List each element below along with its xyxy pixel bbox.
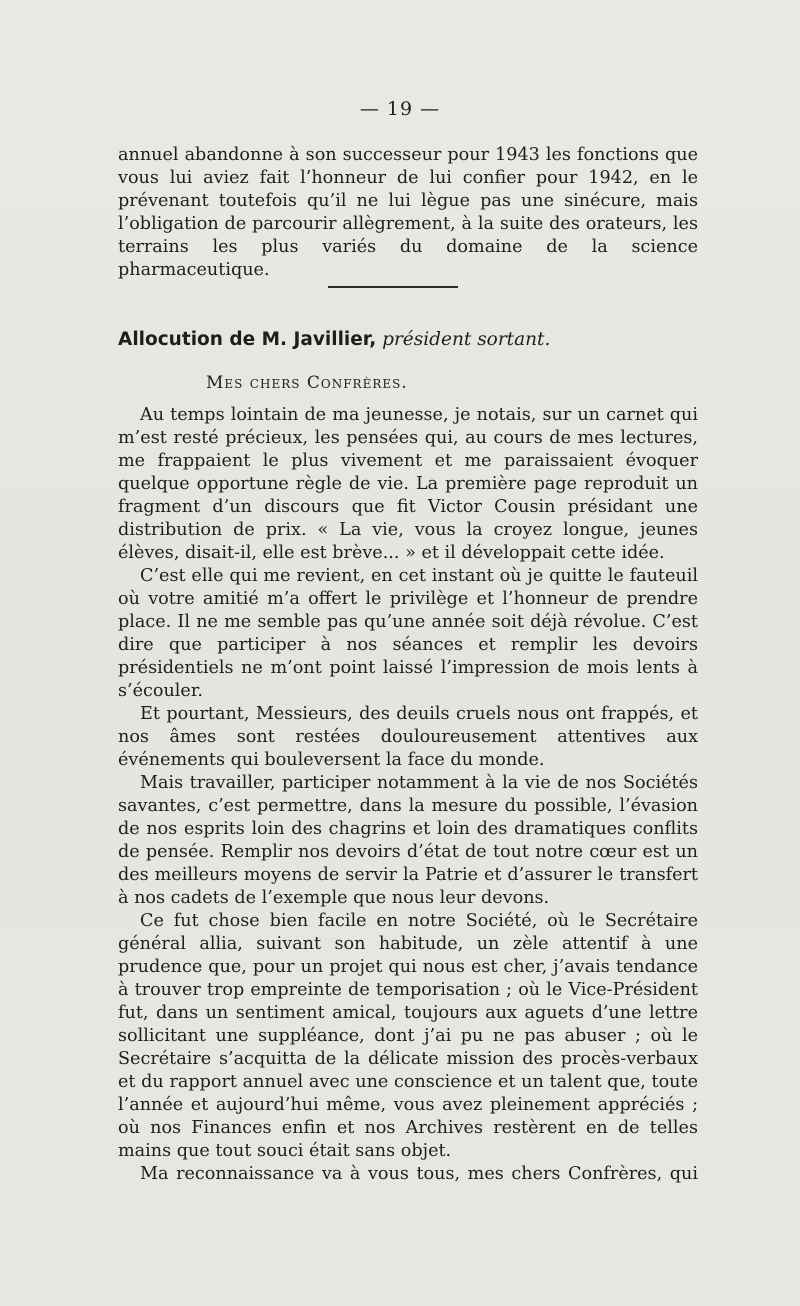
body-paragraph: Au temps lointain de ma jeunesse, je notais, sur un carnet qui m’est resté précieux, les pensées qui, au cours de mes lectures, me frappaient le plus vivement et me paraissaient évoquer quelque opportune règle de vie. La première page reproduit un fragment d’un discours que fit Victor Cousin présidant une distribution de prix. « La vie, vous la croyez longue, jeunes élèves, disait-il, elle est brève... » et il développait cette idée.	[118, 405, 698, 563]
body-paragraph: Mais travailler, participer notamment à la vie de nos Sociétés savantes, c’est permettre, dans la mesure du possible, l’évasion de nos esprits loin des chagrins et loin des dramatiques conflits de pensée. Remplir nos devoirs d’état de tout notre cœur est un des meilleurs moyens de servir la Patrie et d’assurer le transfert à nos cadets de l’exemple que nous leur devons.	[118, 773, 698, 908]
body-paragraph: Et pourtant, Messieurs, des deuils cruels nous ont frappés, et nos âmes sont restées douloureusement attentives aux événements qui bouleversent la face du monde.	[118, 704, 698, 770]
intro-block	[118, 144, 698, 282]
salutation: Mes chers Confrères.	[206, 373, 408, 393]
body-paragraph: Ma reconnaissance va à vous tous, mes chers Confrères, qui	[140, 1164, 698, 1184]
page-number: — 19 —	[359, 98, 441, 120]
body-paragraph: Ce fut chose bien facile en notre Société, où le Secrétaire général allia, suivant son habitude, un zèle attentif à une prudence que, pour un projet qui nous est cher, j’avais tendance à trouver trop empreinte de temporisation ; où le Vice-Président fut, dans un sentiment amical, toujours aux aguets d’une lettre sollicitant une suppléance, dont j’ai pu ne pas abuser ; où le Secrétaire s’acquitta de la délicate mission des procès-verbaux et du rapport annuel avec une conscience et un talent que, toute l’année et aujourd’hui même, vous avez pleinement appréciés ; où nos Finances enfin et nos Archives restèrent en de telles mains que tout souci était sans objet.	[118, 911, 698, 1161]
section-divider	[328, 286, 458, 288]
body-text	[118, 404, 698, 1186]
section-heading	[118, 328, 718, 352]
body-paragraph: C’est elle qui me revient, en cet instant où je quitte le fauteuil où votre amitié m’a offert le privilège et l’honneur de prendre place. Il ne me semble pas qu’une année soit déjà révolue. C’est dire que participer à nos séances et remplir les devoirs présidentiels ne m’ont point laissé l’impression de mois lents à s’écouler.	[118, 566, 698, 701]
heading-title: Allocution de M. Javillier,	[118, 329, 377, 350]
intro-paragraph: annuel abandonne à son successeur pour 1943 les fonctions que vous lui aviez fait l’honneur de lui confier pour 1942, en le prévenant toutefois qu’il ne lui lègue pas une sinécure, mais l’obligation de parcourir allègrement, à la suite des orateurs, les terrains les plus variés du domaine de la science pharmaceutique.	[118, 145, 698, 280]
heading-subtitle: président sortant.	[382, 329, 551, 350]
